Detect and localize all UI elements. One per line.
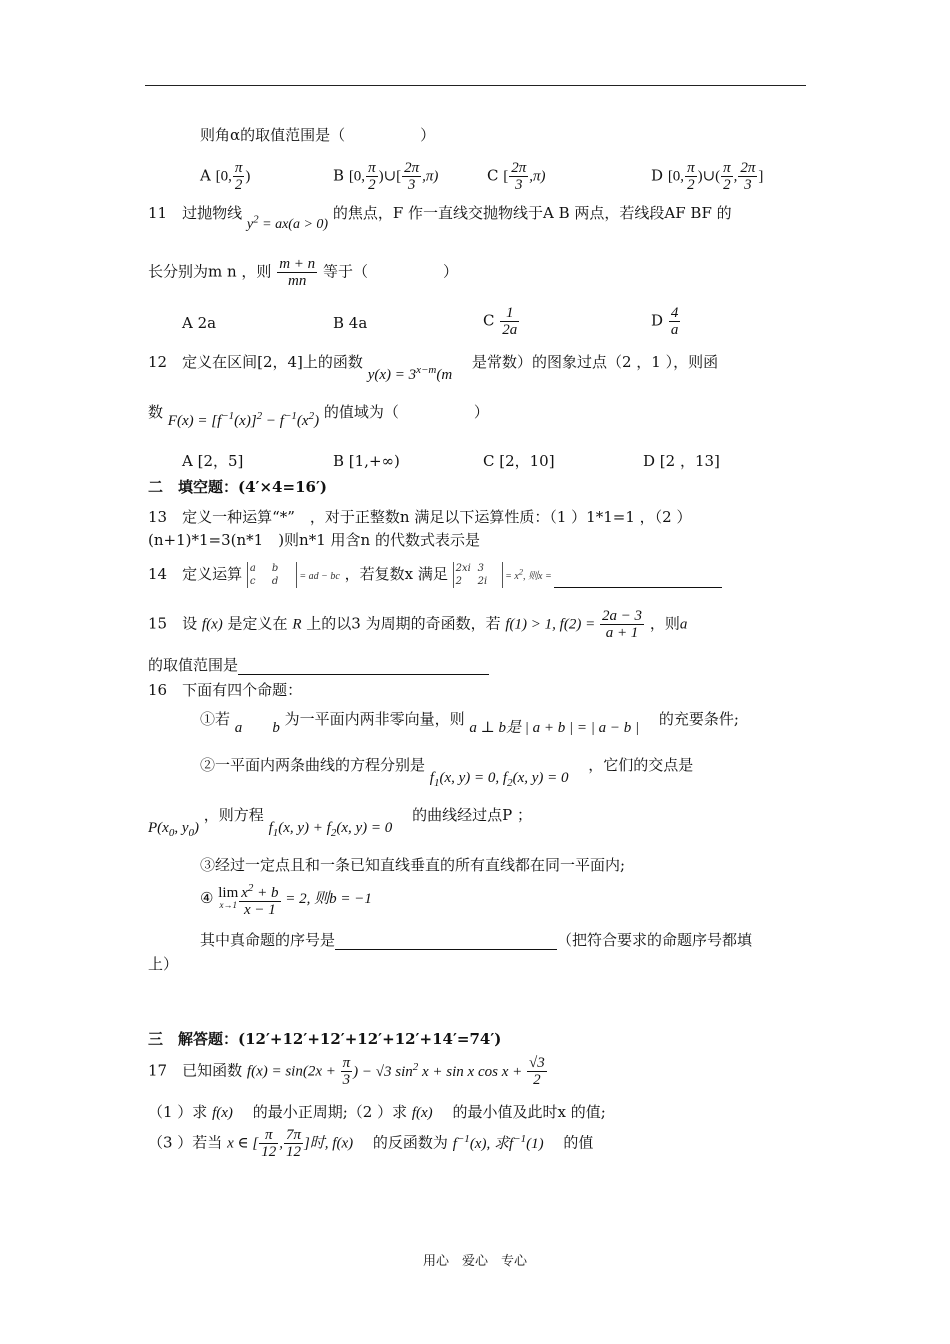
q15-line1: 15 设 f(x) 是定义在 R 上的以3 为周期的奇函数，若 f(1) > 1, f(2) = $\frac{2a - 3}{a + 1}$ ，则a — [148, 608, 688, 641]
q16-proposition-2-cont: $P(x_0$, $y_0$) ，则方程 $f_1(x$, $y) + f_2(x$, y) = 0 的曲线经过点P ； — [148, 806, 532, 839]
section-2-title: 二 填空题：(4′×4=16′) — [148, 478, 327, 496]
q10-option-d: D [0, $\frac{\pi}{2}$ )∪( $\frac{\pi}{2}$ , $\frac{2\pi}{3}$ ] — [651, 160, 764, 193]
q13-line1: 13 定义一种运算“*” ，对于正整数n 满足以下运算性质：（1 ）1*1=1 ，（2 ） — [148, 508, 692, 526]
q12-line2: 数 $F(x) = [f^{-1}(x)]^2 - f^{-1}(x^2)$ 的值域为（ ） — [148, 403, 489, 429]
q16-answer-cont: 上） — [148, 955, 179, 973]
q11-option-d: D $\frac{4}{a}$ — [651, 305, 679, 338]
q11-option-c: C $\frac{1}{2a}$ — [483, 305, 518, 338]
q12-option-d: D [2 ，13] — [643, 452, 720, 470]
q16-proposition-1: ①若 a b 为一平面内两非零向量，则 a ⊥ b是 | a + b | = | a − b | 的充要条件; — [200, 710, 739, 736]
q12-option-a: A [2，5] — [182, 452, 244, 470]
q11-line1: 11 过抛物线 $y^2 = ax(a > 0)$ 的焦点，F 作一直线交抛物线于A B 两点，若线段AF BF 的 — [148, 204, 732, 232]
q13-line2: (n+1)*1=3(n*1 )则n*1 用含n 的代数式表示是 — [148, 531, 480, 549]
q17-line2: （1 ）求 f(x) 的最小正周期;（2 ）求 f(x) 的最小值及此时x 的值; — [148, 1103, 606, 1121]
q10-option-c: C [ $\frac{2\pi}{3}$ ,π) — [487, 160, 546, 193]
q12-option-b: B [1,+∞) — [333, 452, 400, 470]
q10-option-a: A [0, $\frac{\pi}{2}$ ) — [200, 160, 251, 193]
header-rule — [145, 85, 806, 86]
q15-line2: 的取值范围是 — [148, 655, 489, 675]
q17-line3: （3 ）若当 x ∈ [ $\frac{\pi}{12}$ , $\frac{7\pi}{12}$ ]时, f(x) 的反函数为 $f^{-1}(x)$, 求$f^{-1}(1)$ 的值 — [148, 1127, 594, 1160]
q12-line1: 12 定义在区间[2，4]上的函数 $y(x) = 3^{x-m}(m$ 是常数）的图象过点（2 ，1 ），则函 — [148, 353, 719, 383]
q16-proposition-2: ②一平面内两条曲线的方程分别是 $f_1(x$, y) = 0, $f_2(x$, y) = 0 ，它们的交点是 — [200, 756, 694, 789]
q16-proposition-3: ③经过一定点且和一条已知直线垂直的所有直线都在同一平面内; — [200, 856, 626, 874]
q16-proposition-4: ④ lim x→1 $\frac{x^2 + b}{x - 1}$ = 2, 则b = −1 — [200, 882, 372, 918]
q10-option-b: B [0, $\frac{\pi}{2}$ )∪[ $\frac{2\pi}{3}$ ,π) — [333, 160, 439, 193]
q11-option-b: B 4a — [333, 314, 368, 332]
q10-stem: 则角α的取值范围是（ ） — [200, 126, 436, 144]
section-3-title: 三 解答题：(12′+12′+12′+12′+12′+14′=74′) — [148, 1030, 502, 1048]
q11-line2: 长分别为m n ，则 $\frac{m + n}{mn}$ 等于（ ） — [148, 256, 458, 289]
q12-option-c: C [2，10] — [483, 452, 555, 470]
q11-option-a: A 2a — [182, 314, 217, 332]
q14-line: 14 定义运算 a b c d = ad − bc ，若复数x 满足 2xi 3 2 $2i = x^2$, 则x = — [148, 562, 722, 588]
q17-line1: 17 已知函数 f(x) = sin(2x + $\frac{\pi}{3}$ ) − √3 $\sin^2 x + \sin x$ cos x + $\frac{√3}{2}$ — [148, 1055, 545, 1088]
q16-stem: 16 下面有四个命题： — [148, 681, 303, 699]
q16-answer: 其中真命题的序号是 （把符合要求的命题序号都填 — [200, 931, 753, 949]
page-footer: 用心 爱心 专心 — [422, 1254, 527, 1269]
